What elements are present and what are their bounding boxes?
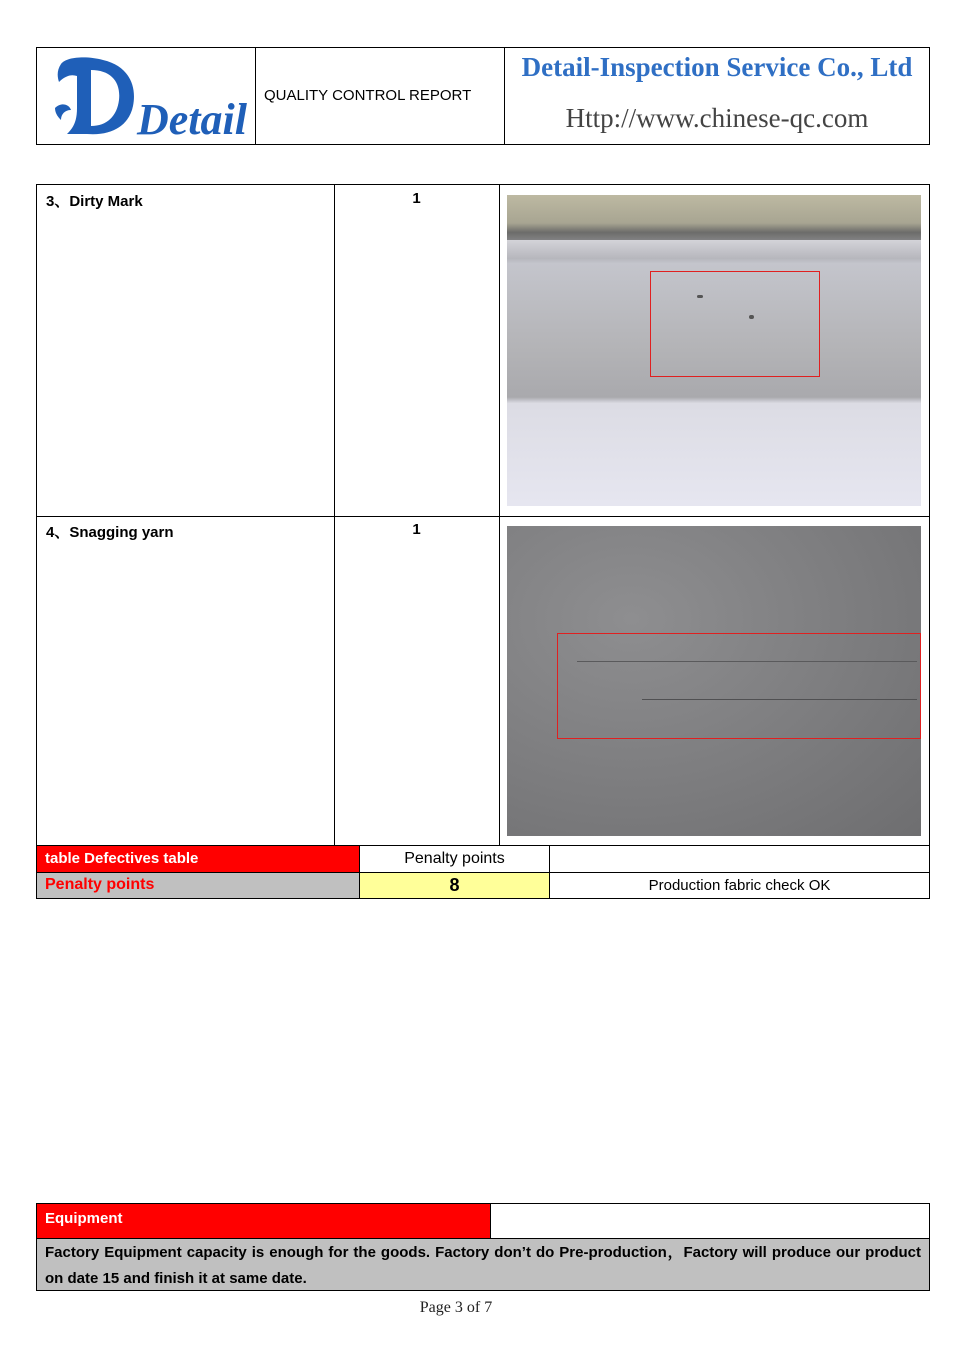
- defect-highlight-box: [557, 633, 921, 739]
- penalty-header-label: table Defectives table: [37, 846, 359, 872]
- defect-row: [37, 516, 929, 846]
- defect-label: 3、Dirty Mark: [46, 193, 143, 210]
- defect-row: [37, 185, 929, 517]
- defect-label: 4、Snagging yarn: [46, 524, 174, 541]
- equipment-heading-empty: [490, 1204, 930, 1238]
- fabric-highlight: [507, 240, 921, 258]
- company-cell: [505, 48, 929, 144]
- penalty-header-empty: [549, 846, 929, 872]
- defect-highlight-box: [650, 271, 820, 377]
- report-title: QUALITY CONTROL REPORT: [264, 87, 472, 104]
- defect-qty: 1: [412, 521, 421, 538]
- defect-qty-cell: [334, 516, 500, 846]
- defect-table: [36, 184, 930, 846]
- equipment-heading: Equipment: [37, 1204, 490, 1238]
- defect-name-cell: [37, 516, 335, 846]
- logo-text: Detail: [137, 95, 247, 144]
- report-title-cell: [256, 48, 505, 144]
- defect-name-cell: [37, 185, 335, 516]
- report-header: [36, 47, 930, 145]
- penalty-row-value: 8: [359, 872, 549, 898]
- defect-photo-cell: [499, 516, 929, 846]
- logo-cell: [37, 48, 256, 144]
- penalty-header-value: Penalty points: [359, 846, 549, 872]
- penalty-row-result: Production fabric check OK: [549, 872, 929, 898]
- defect-photo-cell: [499, 185, 929, 516]
- defect-qty: 1: [412, 190, 421, 207]
- penalty-table: [36, 846, 930, 899]
- defect-qty-cell: [334, 185, 500, 516]
- equipment-text: Factory Equipment capacity is enough for the goods. Factory don’t do Pre-production，Factory will produce our product on date 15 and finish it at same date.: [37, 1238, 929, 1290]
- company-name: Detail-Inspection Service Co., Ltd: [521, 52, 913, 82]
- penalty-row-label: Penalty points: [37, 872, 359, 898]
- company-url[interactable]: Http://www.chinese-qc.com: [565, 103, 869, 133]
- equipment-section: [36, 1203, 930, 1291]
- dirty-mark-photo: [507, 195, 921, 506]
- company-logo: [37, 48, 256, 144]
- page-number: Page 3 of 7: [419, 1299, 493, 1316]
- snagging-yarn-photo: [507, 526, 921, 836]
